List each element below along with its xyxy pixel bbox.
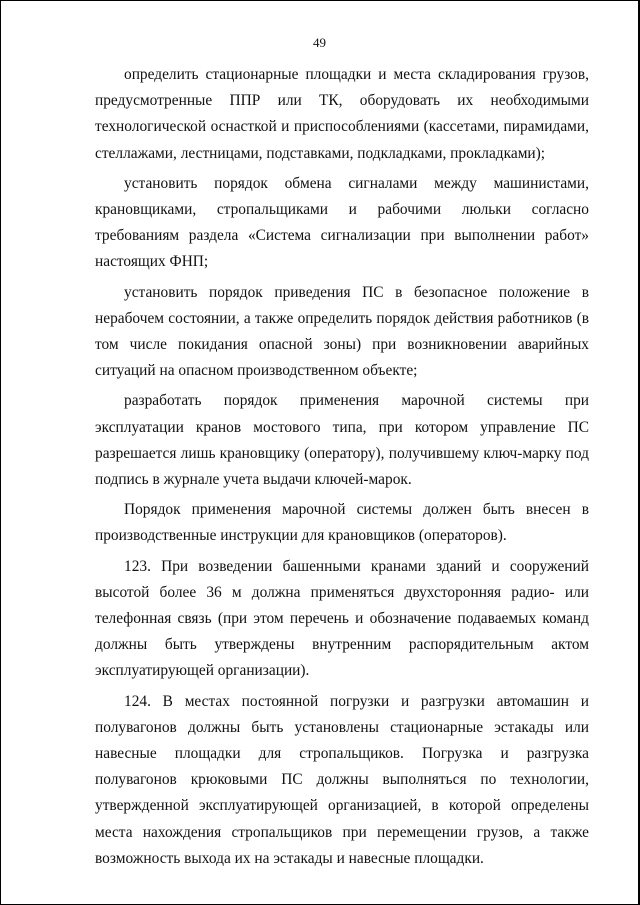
body-text — [95, 62, 589, 872]
paragraph-key-system-instructions: Порядок применения марочной системы должен быть внесен в производственные инструкции для крановщиков (операторов). — [95, 501, 589, 545]
paragraph-signal-exchange: установить порядок обмена сигналами между машинистами, крановщиками, стропальщиками и рабочими люльки согласно требованиям раздела «Система сигнализации при выполнении работ» настоящих ФНП; — [95, 174, 589, 271]
page-number: 49 — [313, 35, 326, 50]
paragraph-safe-position: установить порядок приведения ПС в безопасное положение в нерабочем состоянии, а также определить порядок действия работников (в том числе покидания опасной зоны) при возникновении аварийных ситуаций на опасном производственном объекте; — [95, 283, 589, 380]
paragraph-item-123: 123. При возведении башенными кранами зданий и сооружений высотой более 36 м должна применяться двухсторонняя радио- или телефонная связь (при этом перечень и обозначение подаваемых команд должны быть утверждены внутренним распорядительным актом эксплуатирующей организации). — [95, 557, 589, 680]
paragraph-storage-areas: определить стационарные площадки и места складирования грузов, предусмотренные ППР или ТК, оборудовать их необходимыми технологической оснасткой и приспособлениями (кассетами, пирамидами, стеллажами, лестницами, подставками, подкладками, прокладками); — [95, 66, 589, 162]
paragraph-item-124: 124. В местах постоянной погрузки и разгрузки автомашин и полувагонов должны быть установлены стационарные эстакады или навесные площадки для стропальщиков. Погрузка и разгрузка полувагонов крюковыми ПС должны выполняться по технологии, утвержденной эксплуатирующей организацией, в которой определены места нахождения стропальщиков при перемещении грузов, а также возможность выхода их на эстакады и навесные площадки. — [95, 692, 589, 867]
paragraph-key-system: разработать порядок применения марочной системы при эксплуатации кранов мостового типа, при котором управление ПС разрешается лишь крановщику (оператору), получившему ключ-марку под подпись в журнале учета выдачи ключей-марок. — [95, 392, 589, 489]
